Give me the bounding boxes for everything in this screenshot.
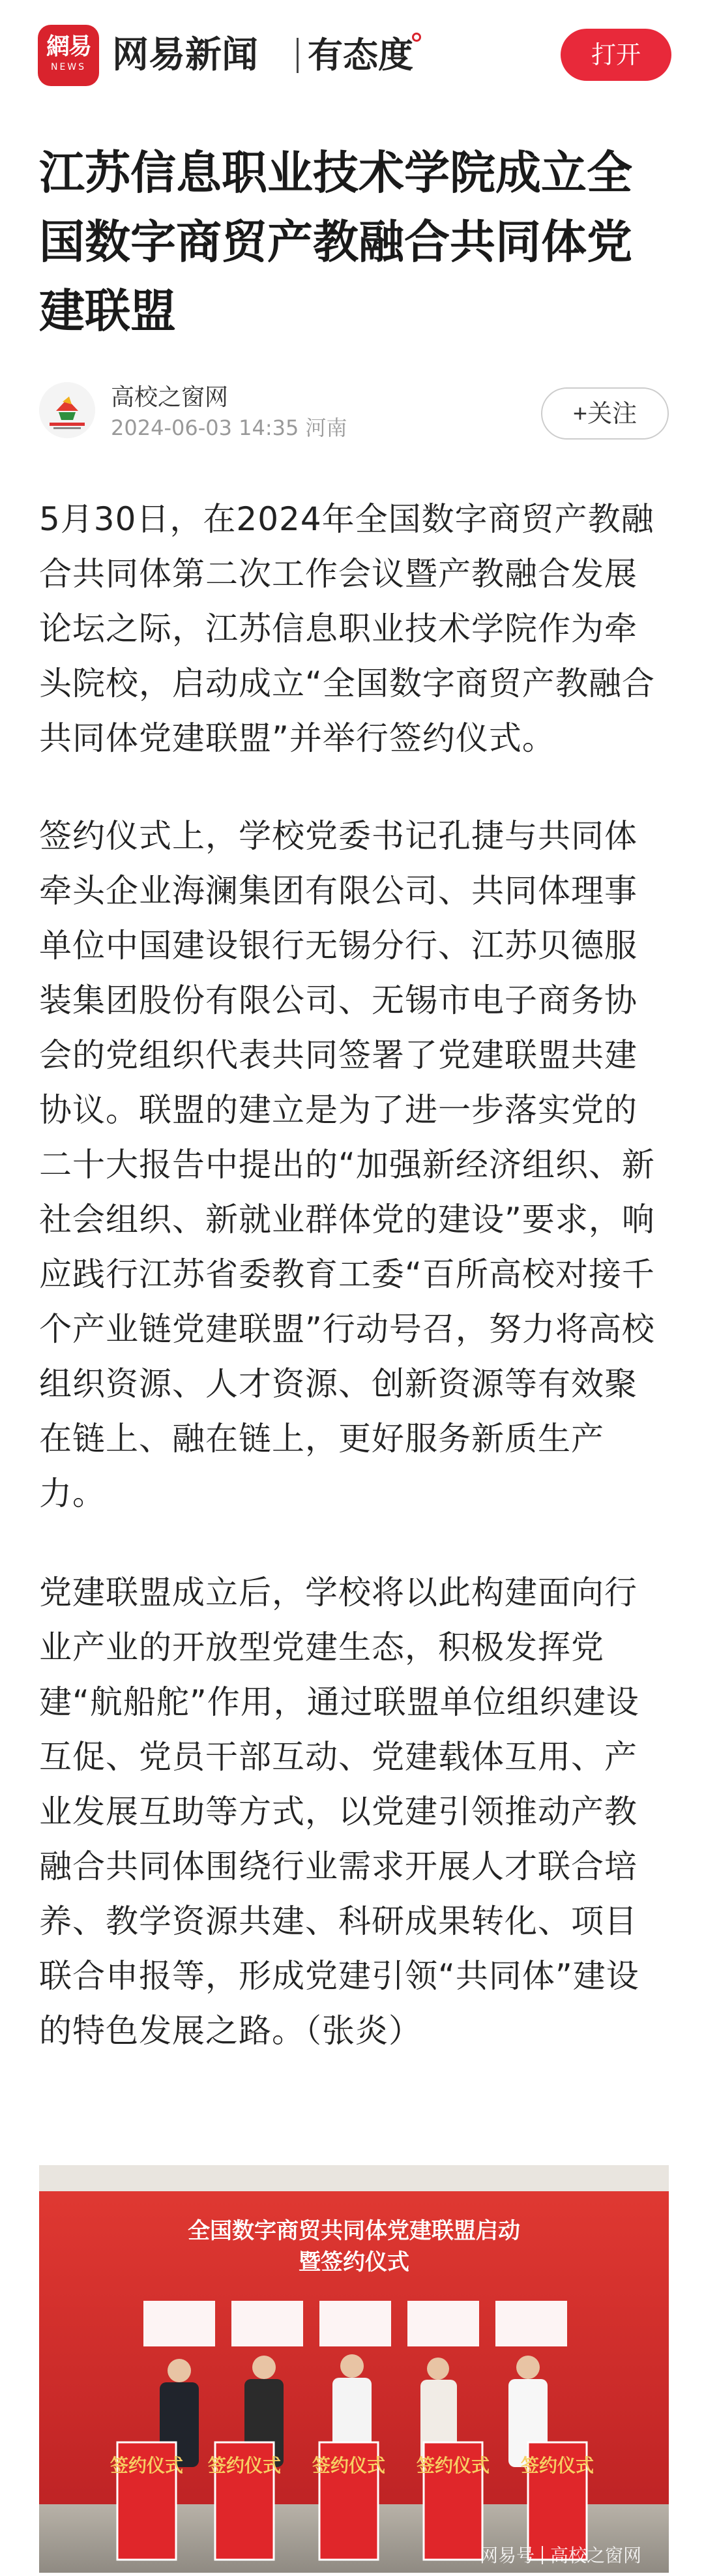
podium-label: 签约仪式 — [416, 2455, 490, 2476]
signing-ceremony-image — [39, 2165, 669, 2573]
banner-title: 全国数字商贸共同体党建联盟启动 — [188, 2218, 520, 2244]
watermark-source: 网易号 — [479, 2545, 535, 2566]
netease-logo-icon[interactable] — [38, 25, 99, 86]
article-paragraph-3: 党建联盟成立后，学校将以此构建面向行业产业的开放型党建生态，积极发挥党建“航船舵”作用，通过联盟单位组织建设互促、党员干部互动、党建载体互用、产业发展互助等方式，以党建引领推动产教融合共同体围绕行业需求开展人才联合培养、教学资源共建、科研成果转化、项目联合申报等，形成党建引领“共同体”建设的特色发展之路。（张炎） — [39, 1574, 639, 2050]
logo-text: 網易 — [46, 33, 91, 60]
podium-label: 签约仪式 — [312, 2455, 386, 2476]
podium-label: 签约仪式 — [520, 2455, 594, 2476]
article-photo[interactable] — [39, 2165, 669, 2573]
article-paragraph-1: 5月30日，在2024年全国数字商贸产教融合共同体第二次工作会议暨产教融合发展论坛之际，江苏信息职业技术学院作为牵头院校，启动成立“全国数字商贸产教融合共同体党建联盟”并举行签约仪式。 — [39, 500, 655, 757]
publish-date: 2024-06-03 14:35 — [111, 415, 299, 440]
author-logo-icon — [39, 382, 95, 438]
open-app-button[interactable]: 打开 — [561, 29, 671, 81]
article-paragraph-2: 签约仪式上，学校党委书记孔捷与共同体牵头企业海澜集团有限公司、共同体理事单位中国建设银行无锡分行、江苏贝德服装集团股份有限公司、无锡市电子商务协会的党组织代表共同签署了党建联盟共建协议。联盟的建立是为了进一步落实党的二十大报告中提出的“加强新经济组织、新社会组织、新就业群体党的建设”要求，响应践行江苏省委教育工委“百所高校对接千个产业链党建联盟”行动号召，努力将高校组织资源、人才资源、创新资源等有效聚在链上、融在链上，更好服务新质生产力。 — [39, 817, 655, 1512]
brand-divider — [297, 38, 299, 73]
slogan-dot-icon — [412, 33, 421, 42]
brand-slogan: 有态度 — [308, 35, 413, 76]
follow-button[interactable]: +关注 — [541, 387, 669, 440]
article-meta — [111, 415, 347, 441]
top-bar — [0, 0, 704, 104]
podium-label: 签约仪式 — [207, 2455, 282, 2476]
publish-location: 河南 — [305, 415, 347, 440]
logo-subtext: NEWS — [50, 62, 87, 72]
author-name[interactable]: 高校之窗网 — [111, 384, 229, 411]
banner-subtitle: 暨签约仪式 — [299, 2249, 409, 2275]
article-title: 江苏信息职业技术学院成立全国数字商贸产教融合共同体党建联盟 — [39, 146, 632, 338]
podium-label: 签约仪式 — [110, 2455, 184, 2476]
brand-name: 网易新闻 — [112, 34, 258, 76]
author-avatar[interactable] — [39, 382, 95, 438]
watermark-author: 高校之窗网 — [550, 2545, 642, 2566]
